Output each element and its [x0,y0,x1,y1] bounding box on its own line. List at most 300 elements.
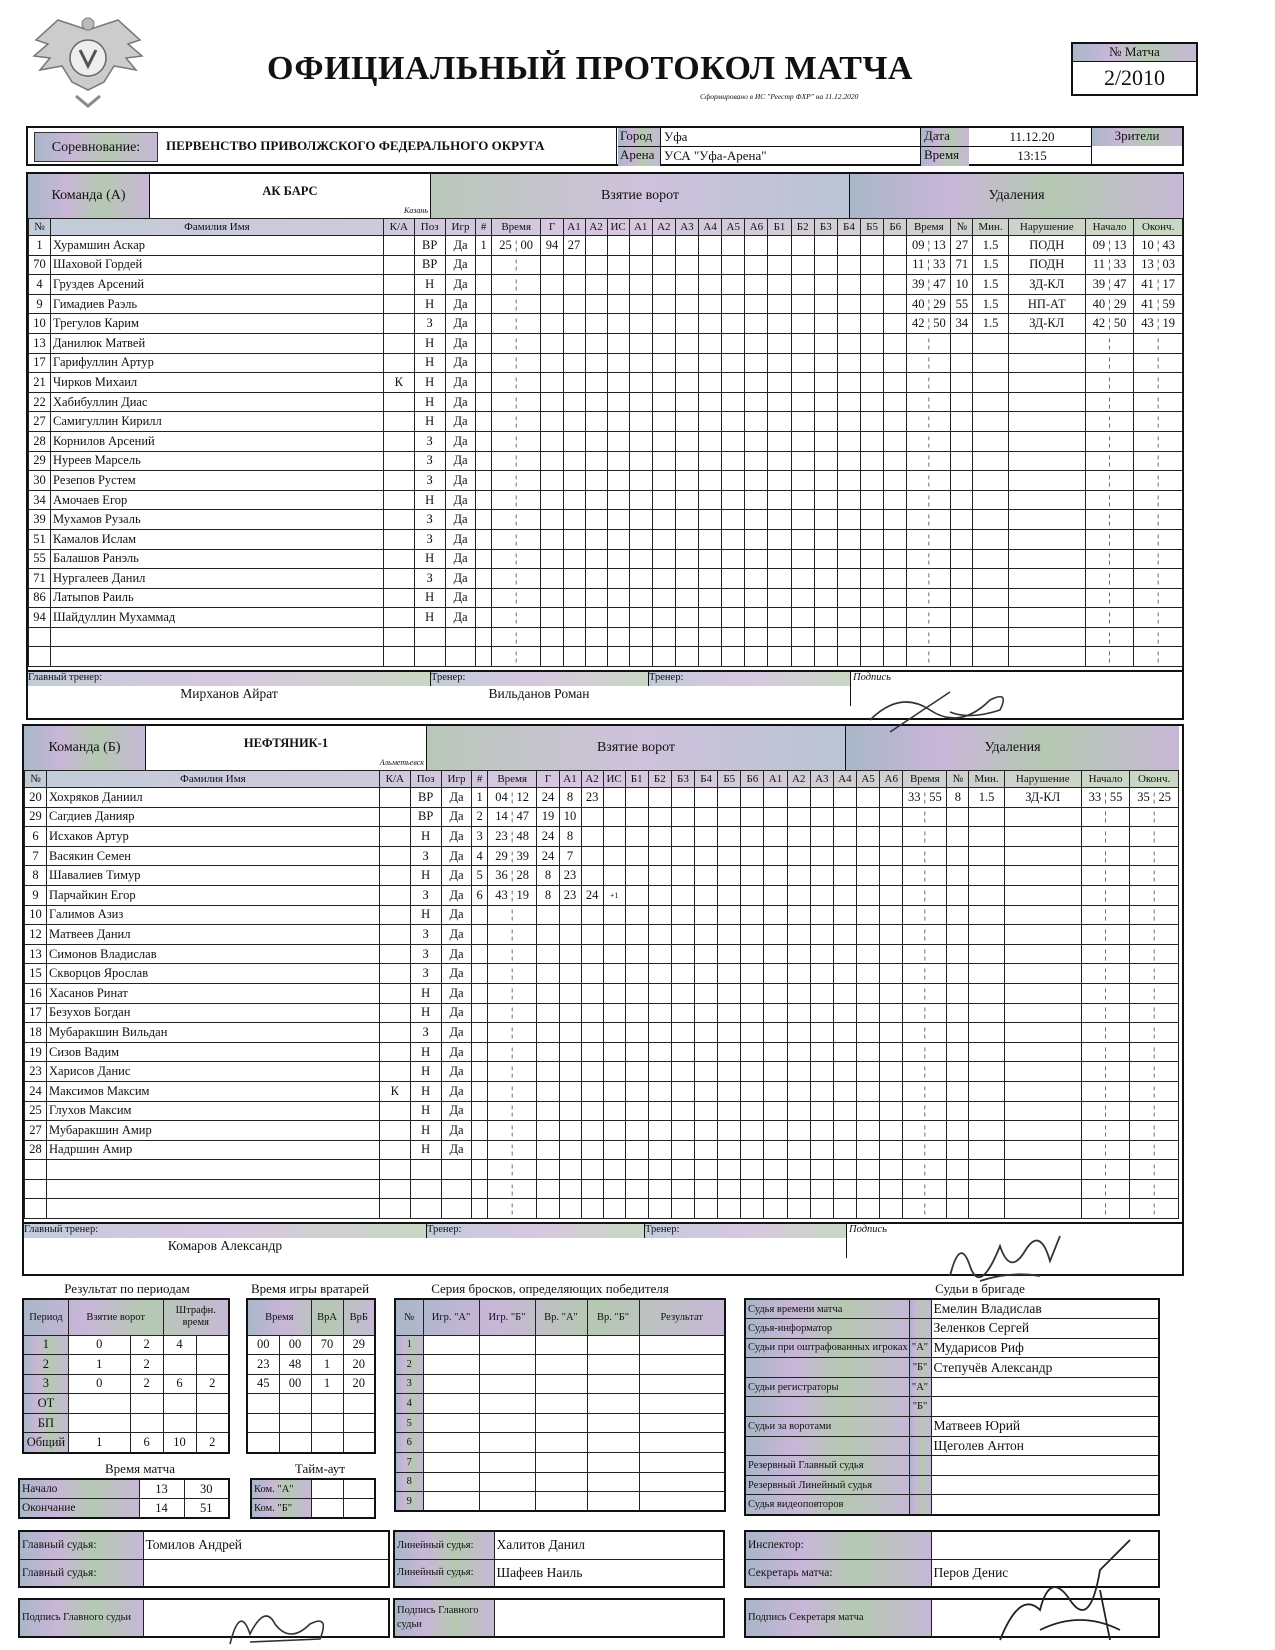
player-position: Н [410,983,441,1003]
strength-cell [741,846,764,866]
strength-cell [833,1003,856,1023]
strength-cell [722,373,745,393]
strength-cell [861,647,884,667]
table-row [25,1042,1179,1062]
player-name: Безухов Богдан [47,1003,380,1023]
strength-cell [741,788,764,808]
player-number [29,627,51,647]
strength-cell [814,236,837,256]
col-strength: Б2 [648,771,671,788]
player-captain [379,1179,410,1199]
ref-role: Судьи при оштрафованных игроках [745,1338,909,1358]
strength-cell [764,807,787,827]
pen-minutes [973,392,1008,412]
col-pen-min: Мин. [969,771,1004,788]
ref-team [909,1319,931,1339]
strength-cell [837,608,860,628]
strength-cell [880,925,903,945]
pen-time: ¦ [907,647,951,667]
strength-cell [629,549,652,569]
strength-cell [764,1023,787,1043]
pen-infraction [1008,490,1085,510]
strength-cell [718,1101,741,1121]
pen-end: ¦ [1130,827,1179,847]
pen-time: ¦ [903,1023,947,1043]
player-position: Н [410,1101,441,1121]
pen-infraction [1008,333,1085,353]
pen-player [951,588,973,608]
player-number: 29 [29,451,51,471]
shootout-index: 9 [395,1492,423,1512]
shootout-cell [535,1335,587,1355]
ref-role: Резервный Главный судья [745,1456,909,1476]
pen-minutes [969,1199,1004,1219]
strength-cell [652,627,675,647]
shootout-cell [639,1355,725,1375]
strength-cell [718,905,741,925]
teamA-coach1-label: Тренер: [430,672,648,686]
table-row [29,569,1183,589]
player-position [414,627,445,647]
main-ref-1: Томилов Андрей [143,1531,389,1559]
shootout-cell [479,1453,535,1473]
strength-cell [745,627,768,647]
strength-cell [675,373,698,393]
strength-cell [652,353,675,373]
player-played: Да [445,490,476,510]
strength-cell [675,569,698,589]
pen-start: ¦ [1081,885,1129,905]
shootout-cell [535,1472,587,1492]
pen-start: ¦ [1085,412,1133,432]
pen-player [951,627,973,647]
strength-cell [880,1023,903,1043]
strength-cell [810,1121,833,1141]
pen-end: ¦ [1134,569,1183,589]
player-played: Да [441,866,472,886]
pen-player [951,333,973,353]
goal-index [472,1160,487,1180]
pen-time: 39 ¦ 47 [907,275,951,295]
gk-value: 29 [343,1335,375,1355]
goal-scorer [541,608,563,628]
table-row [25,1101,1179,1121]
goal-time: ¦ [487,1140,537,1160]
col-name: Фамилия Имя [47,771,380,788]
goal-situation [603,1081,625,1101]
ref-name: Мударисов Риф [931,1338,1159,1358]
goal-time: 29 ¦ 39 [487,846,537,866]
pen-start: ¦ [1081,866,1129,886]
date-label: Дата [921,128,969,147]
strength-cell [629,392,652,412]
player-name: Максимов Максим [47,1081,380,1101]
table-row [29,510,1183,530]
strength-cell [699,431,722,451]
player-position: Н [414,275,445,295]
goal-assist-2 [581,964,603,984]
strength-cell [810,846,833,866]
pen-minutes [969,1081,1004,1101]
player-name: Балашов Ранэль [51,549,384,569]
strength-cell [648,983,671,1003]
col-igr: Игр [441,771,472,788]
strength-cell [787,866,810,886]
strength-cell [880,905,903,925]
table-row [25,846,1179,866]
pen-minutes [973,431,1008,451]
col-num: № [29,219,51,236]
period-value: 0 [68,1374,130,1394]
pen-player [947,1140,969,1160]
gk-value [247,1413,279,1433]
strength-cell [741,944,764,964]
shootout-title: Серия бросков, определяющих победителя [431,1281,669,1296]
player-played: Да [441,885,472,905]
strength-cell [648,807,671,827]
table-row [395,1394,725,1414]
strength-cell [648,1023,671,1043]
col-strength: Б1 [625,771,648,788]
goal-situation [603,1101,625,1121]
strength-cell [629,255,652,275]
pen-minutes [973,569,1008,589]
strength-cell [764,1081,787,1101]
pen-player [947,866,969,886]
goal-index [476,647,491,667]
pen-minutes [969,1121,1004,1141]
player-number: 86 [29,588,51,608]
strength-cell [671,1081,694,1101]
goal-time: ¦ [491,314,541,334]
strength-cell [671,905,694,925]
strength-cell [837,412,860,432]
col-goals: Взятие ворот [68,1299,163,1335]
strength-cell [675,275,698,295]
strength-cell [833,866,856,886]
strength-cell [814,255,837,275]
pen-minutes: 1.5 [973,275,1008,295]
strength-cell [833,1140,856,1160]
table-row [745,1495,1159,1515]
goal-assist-1 [559,1062,581,1082]
strength-cell [695,1081,718,1101]
player-position: З [410,885,441,905]
goal-assist-2 [585,431,607,451]
table-row [29,490,1183,510]
strength-cell [745,294,768,314]
strength-cell [787,1199,810,1219]
player-captain [383,627,414,647]
player-captain [383,294,414,314]
player-played: Да [445,431,476,451]
shootout-cell [639,1413,725,1433]
pen-time: ¦ [903,885,947,905]
table-row [29,275,1183,295]
player-captain [383,236,414,256]
strength-cell [764,827,787,847]
strength-cell [745,608,768,628]
strength-cell [857,827,880,847]
goal-time: ¦ [491,451,541,471]
player-captain [383,569,414,589]
strength-cell [671,1042,694,1062]
pen-infraction [1008,373,1085,393]
shootout-index: 3 [395,1374,423,1394]
shootout-cell [587,1433,639,1453]
strength-cell [764,866,787,886]
gk-value [279,1394,311,1414]
table-row [29,529,1183,549]
shootout-cell [535,1355,587,1375]
goal-index: 1 [476,236,491,256]
goal-scorer: 94 [541,236,563,256]
gk-value: 00 [247,1335,279,1355]
strength-cell [741,905,764,925]
strength-cell [861,529,884,549]
goal-situation [607,275,629,295]
strength-cell [625,866,648,886]
pen-start: ¦ [1081,1121,1129,1141]
col-pen-start: Начало [1081,771,1129,788]
strength-cell [741,807,764,827]
player-number: 20 [25,788,47,808]
player-played: Да [445,569,476,589]
strength-cell [625,1042,648,1062]
pen-time: ¦ [903,964,947,984]
pen-end: ¦ [1130,866,1179,886]
ref-name [931,1495,1159,1515]
table-row [25,944,1179,964]
strength-cell [768,236,791,256]
strength-cell [695,905,718,925]
strength-cell [768,608,791,628]
player-number [29,647,51,667]
strength-cell [718,1121,741,1141]
strength-cell [625,1023,648,1043]
goal-index [476,275,491,295]
strength-cell [648,944,671,964]
strength-cell [787,964,810,984]
match-end-h: 14 [139,1499,184,1519]
strength-cell [695,788,718,808]
pen-start: ¦ [1085,392,1133,412]
gk-value: 1 [311,1374,343,1394]
strength-cell [652,373,675,393]
shootout-cell [639,1472,725,1492]
goal-scorer [541,647,563,667]
pen-start: ¦ [1085,431,1133,451]
player-name: Мухамов Рузаль [51,510,384,530]
goal-assist-1 [563,275,585,295]
player-position: ВР [410,807,441,827]
shootout-cell [587,1374,639,1394]
col-shootout: Игр. "Б" [479,1299,535,1335]
player-captain [379,1062,410,1082]
strength-cell [884,471,907,491]
player-captain [383,275,414,295]
table-row [23,1413,229,1433]
strength-cell [768,255,791,275]
goal-index: 6 [472,885,487,905]
player-number: 28 [29,431,51,451]
goal-assist-2 [585,490,607,510]
pen-end: 13 ¦ 03 [1134,255,1183,275]
pen-time: 09 ¦ 13 [907,236,951,256]
strength-cell [741,866,764,886]
goal-assist-2 [585,529,607,549]
player-captain [383,392,414,412]
strength-cell [833,964,856,984]
pen-end: ¦ [1134,392,1183,412]
pen-end: ¦ [1134,549,1183,569]
strength-cell [880,983,903,1003]
pen-start: ¦ [1085,490,1133,510]
goal-scorer [541,412,563,432]
strength-cell [671,1179,694,1199]
strength-cell [625,925,648,945]
strength-cell [648,1121,671,1141]
goal-assist-2 [585,588,607,608]
arena-label: Арена [618,147,660,166]
line-ref-2-label: Линейный судья: [394,1559,494,1587]
pen-player: 55 [951,294,973,314]
match-number: 2/2010 [1103,65,1166,90]
goal-situation [607,471,629,491]
player-captain [379,905,410,925]
player-name: Нуреев Марсель [51,451,384,471]
strength-cell [718,944,741,964]
strength-cell [787,1023,810,1043]
pen-infraction [1004,885,1081,905]
gk-value: 45 [247,1374,279,1394]
strength-cell [764,1199,787,1219]
col-name: Фамилия Имя [51,219,384,236]
shootout-cell [587,1335,639,1355]
strength-cell [861,412,884,432]
goal-assist-2 [585,412,607,432]
pen-minutes [969,885,1004,905]
col-hash: # [472,771,487,788]
strength-cell [652,510,675,530]
pen-player [947,1003,969,1023]
goal-index [476,412,491,432]
goal-time: ¦ [487,1062,537,1082]
goal-index [472,1023,487,1043]
goal-assist-1: 7 [559,846,581,866]
goal-assist-2 [581,1101,603,1121]
pen-end: ¦ [1134,471,1183,491]
shootout-cell [639,1394,725,1414]
strength-cell [648,846,671,866]
strength-cell [857,807,880,827]
goal-index [472,1062,487,1082]
goal-situation [607,392,629,412]
goal-scorer [541,549,563,569]
strength-cell [699,490,722,510]
pen-player [951,510,973,530]
strength-cell [629,588,652,608]
goal-assist-1: 10 [559,807,581,827]
col-is: ИС [607,219,629,236]
strength-cell [837,255,860,275]
goal-scorer [541,275,563,295]
goal-time: 23 ¦ 48 [487,827,537,847]
strength-cell [880,1042,903,1062]
pen-infraction [1008,569,1085,589]
period-value [163,1394,196,1414]
teamB-label: Команда (Б) [24,726,146,770]
goal-assist-1: 27 [563,236,585,256]
player-name: Резепов Рустем [51,471,384,491]
strength-cell [675,490,698,510]
signature-team-b [940,1226,1080,1286]
strength-cell [675,333,698,353]
strength-cell [699,627,722,647]
ref-name [931,1397,1159,1417]
player-number [25,1160,47,1180]
pen-time: ¦ [903,866,947,886]
strength-cell [814,333,837,353]
player-played: Да [445,392,476,412]
player-position: Н [414,294,445,314]
strength-cell [652,412,675,432]
player-played: Да [441,788,472,808]
player-number: 10 [29,314,51,334]
strength-cell [837,529,860,549]
ref-role [745,1397,909,1417]
match-start-m: 30 [184,1479,229,1499]
strength-cell [652,608,675,628]
match-end-label: Окончание [19,1499,139,1519]
strength-cell [787,1179,810,1199]
strength-cell [880,944,903,964]
col-pen-start: Начало [1085,219,1133,236]
player-captain [379,983,410,1003]
strength-cell [675,471,698,491]
strength-cell [861,569,884,589]
pen-start: ¦ [1081,1042,1129,1062]
period-label: ОТ [23,1394,68,1414]
col-pen-end: Оконч. [1134,219,1183,236]
pen-start: ¦ [1081,1023,1129,1043]
strength-cell [861,275,884,295]
period-value [130,1394,163,1414]
goal-assist-1 [563,314,585,334]
strength-cell [722,529,745,549]
strength-cell [629,294,652,314]
shootout-cell [535,1492,587,1512]
strength-cell [745,569,768,589]
pen-player: 71 [951,255,973,275]
player-number: 13 [25,944,47,964]
strength-cell [675,412,698,432]
strength-cell [837,510,860,530]
strength-cell [810,964,833,984]
player-name: Хасанов Ринат [47,983,380,1003]
strength-cell [764,944,787,964]
player-name: Мубаракшин Вильдан [47,1023,380,1043]
strength-cell [791,647,814,667]
strength-cell [699,333,722,353]
strength-cell [652,588,675,608]
pen-player [947,1042,969,1062]
player-number: 51 [29,529,51,549]
goal-time: ¦ [491,333,541,353]
strength-cell [648,1003,671,1023]
col-gk-b: ВрБ [343,1299,375,1335]
pen-start: 33 ¦ 55 [1081,788,1129,808]
